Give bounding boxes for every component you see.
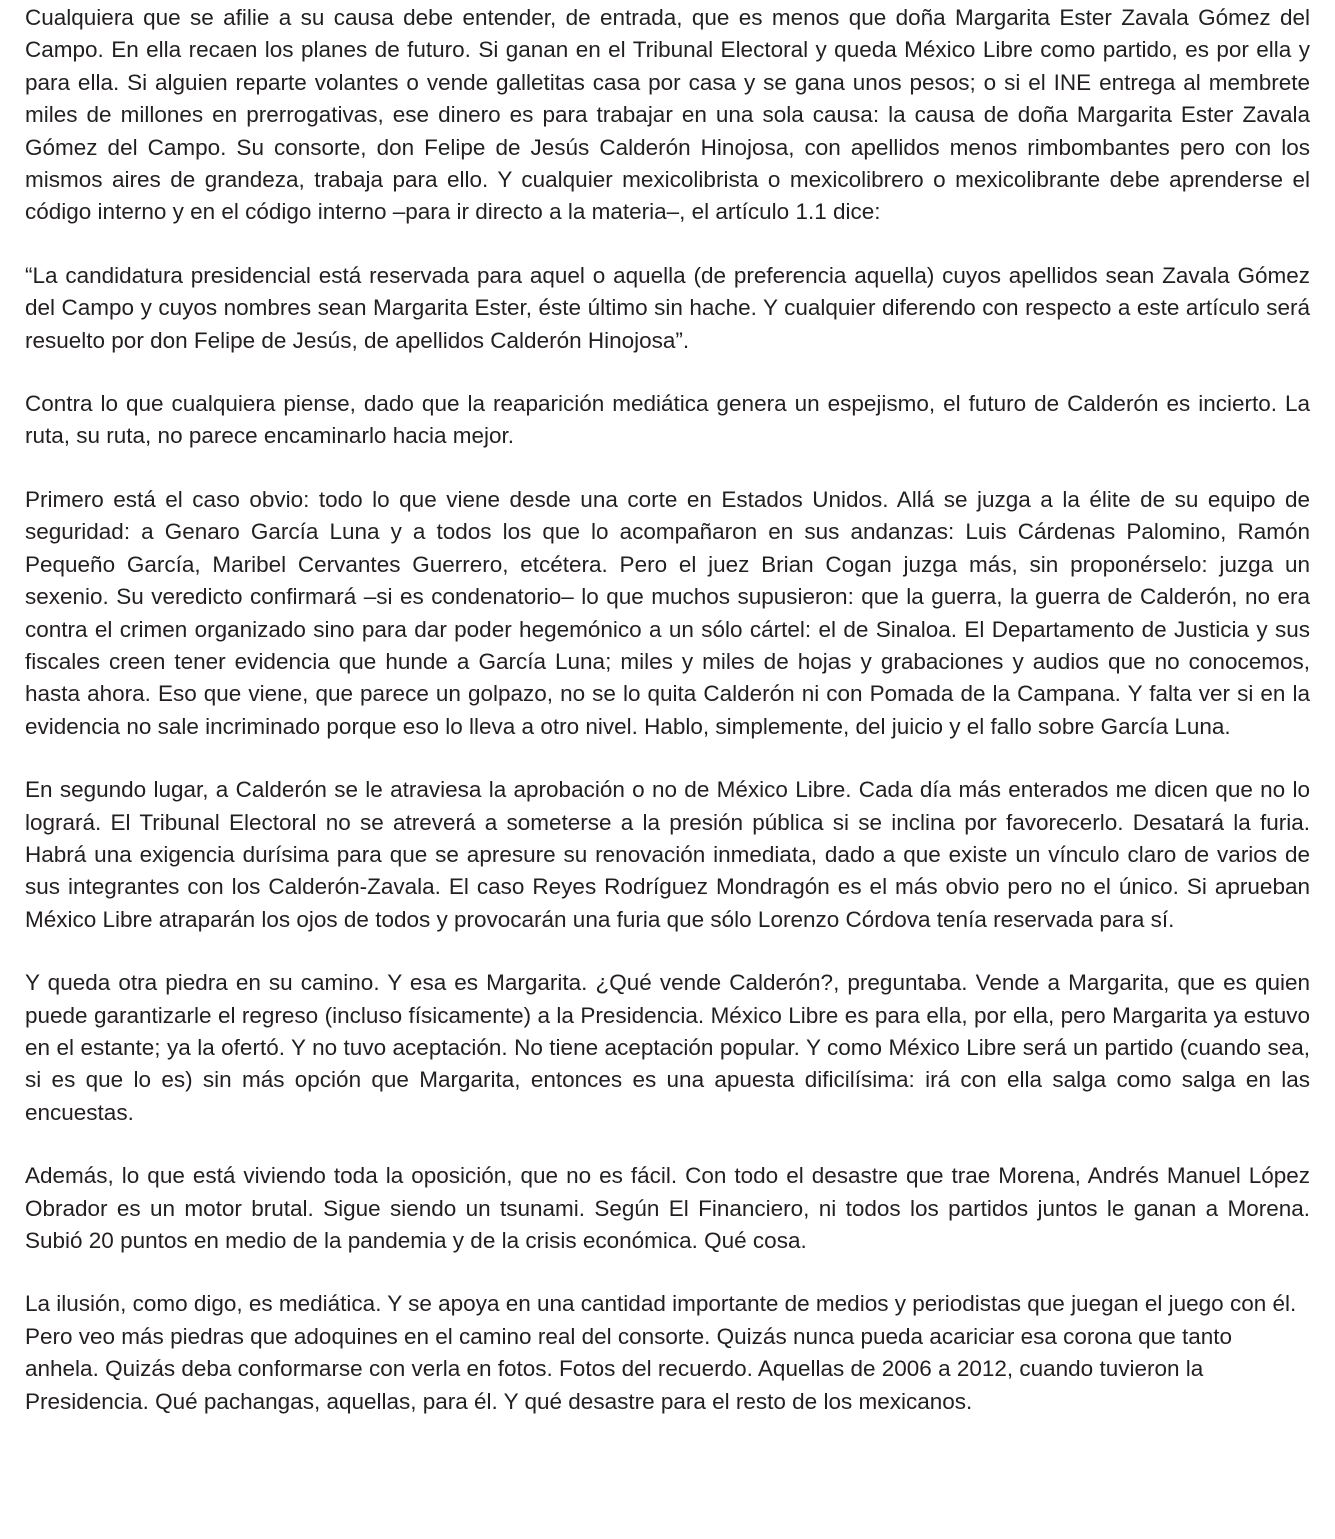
paragraph-5: En segundo lugar, a Calderón se le atraviesa la aprobación o no de México Libre. Cada día más enterados me dicen que no lo logrará. El Tribunal Electoral no se atreverá a someterse a la presión pública si se inclina por favorecerlo. Desatará la furia. Habrá una exigencia durísima para que se apresure su renovación inmediata, dado a que existe un vínculo claro de varios de sus integrantes con los Calderón-Zavala. El caso Reyes Rodríguez Mondragón es el más obvio pero no el único. Si aprueban México Libre atraparán los ojos de todos y provocarán una furia que sólo Lorenzo Córdova tenía reservada para sí.	[25, 777, 1310, 932]
paragraph-3: Contra lo que cualquiera piense, dado que la reaparición mediática genera un espejismo, el futuro de Calderón es incierto. La ruta, su ruta, no parece encaminarlo hacia mejor.	[25, 391, 1310, 449]
paragraph-8: La ilusión, como digo, es mediática. Y se apoya en una cantidad importante de medios y periodistas que juegan el juego con él. Pero veo más piedras que adoquines en el camino real del consorte. Quizás nunca pueda acariciar esa corona que tanto anhela. Quizás deba conformarse con verla en fotos. Fotos del recuerdo. Aquellas de 2006 a 2012, cuando tuvieron la Presidencia. Qué pachangas, aquellas, para él. Y qué desastre para el resto de los mexicanos.	[25, 1291, 1297, 1414]
paragraph-4: Primero está el caso obvio: todo lo que viene desde una corte en Estados Unidos. Allá se juzga a la élite de su equipo de seguridad: a Genaro García Luna y a todos los que lo acompañaron en sus andanzas: Luis Cárdenas Palomino, Ramón Pequeño García, Maribel Cervantes Guerrero, etcétera. Pero el juez Brian Cogan juzga más, sin proponérselo: juzga un sexenio. Su veredicto confirmará –si es condenatorio– lo que muchos supusieron: que la guerra, la guerra de Calderón, no era contra el crimen organizado sino para dar poder hegemónico a un sólo cártel: el de Sinaloa. El Departamento de Justicia y sus fiscales creen tener evidencia que hunde a García Luna; miles y miles de hojas y grabaciones y audios que no conocemos, hasta ahora. Eso que viene, que parece un golpazo, no se lo quita Calderón ni con Pomada de la Campana. Y falta ver si en la evidencia no sale incriminado porque eso lo lleva a otro nivel. Hablo, simplemente, del juicio y el fallo sobre García Luna.	[25, 486, 1310, 739]
paragraph-2-quote: “La candidatura presidencial está reservada para aquel o aquella (de preferencia aquella) cuyos apellidos sean Zavala Gómez del Campo y cuyos nombres sean Margarita Ester, éste último sin hache. Y cualquier diferendo con respecto a este artículo será resuelto por don Felipe de Jesús, de apellidos Calderón Hinojosa”.	[25, 262, 1310, 353]
paragraph-6: Y queda otra piedra en su camino. Y esa es Margarita. ¿Qué vende Calderón?, preguntaba. Vende a Margarita, que es quien puede garantizarle el regreso (incluso físicamente) a la Presidencia. México Libre es para ella, por ella, pero Margarita ya estuvo en el estante; ya la ofertó. Y no tuvo aceptación. No tiene aceptación popular. Y como México Libre será un partido (cuando sea, si es que lo es) sin más opción que Margarita, entonces es una apuesta dificilísima: irá con ella salga como salga en las encuestas.	[25, 970, 1310, 1125]
paragraph-1: Cualquiera que se afilie a su causa debe entender, de entrada, que es menos que doña Margarita Ester Zavala Gómez del Campo. En ella recaen los planes de futuro. Si ganan en el Tribunal Electoral y queda México Libre como partido, es por ella y para ella. Si alguien reparte volantes o vende galletitas casa por casa y se gana unos pesos; o si el INE entrega al membrete miles de millones en prerrogativas, ese dinero es para trabajar en una sola causa: la causa de doña Margarita Ester Zavala Gómez del Campo. Su consorte, don Felipe de Jesús Calderón Hinojosa, con apellidos menos rimbombantes pero con los mismos aires de grandeza, trabaja para ello. Y cualquier mexicolibrista o mexicolibrero o mexicolibrante debe aprenderse el código interno y en el código interno –para ir directo a la materia–, el artículo 1.1 dice:	[25, 5, 1310, 225]
paragraph-7: Además, lo que está viviendo toda la oposición, que no es fácil. Con todo el desastre que trae Morena, Andrés Manuel López Obrador es un motor brutal. Sigue siendo un tsunami. Según El Financiero, ni todos los partidos juntos le ganan a Morena. Subió 20 puntos en medio de la pandemia y de la crisis económica. Qué cosa.	[25, 1163, 1310, 1253]
